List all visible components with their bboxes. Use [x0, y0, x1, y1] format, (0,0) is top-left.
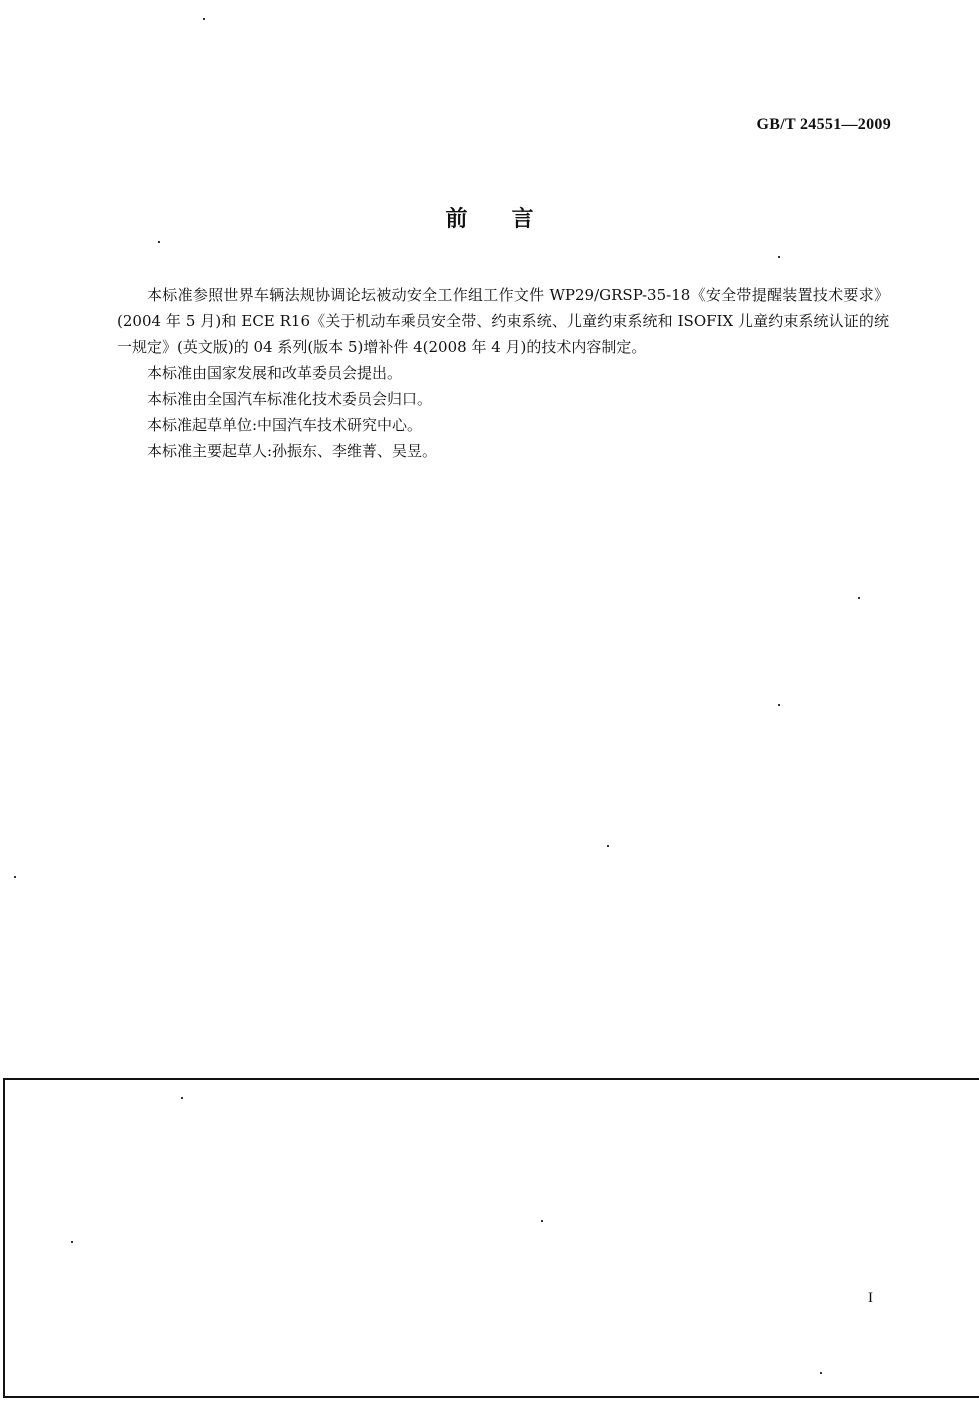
paragraph-reference-standards: 本标准参照世界车辆法规协调论坛被动安全工作组工作文件 WP29/GRSP-35-18《安全带提醒装置技术要求》(2004 年 5 月)和 ECE R16《关于机动车乘员安全带、约束系统、儿童约束系统和 ISOFIX 儿童约束系统认证的统一规定》(英文版)的 04 系列(版本 5)增补件 4(2008 年 4 月)的技术内容制定。 — [117, 286, 889, 356]
scan-speck — [158, 241, 160, 243]
paragraph-drafters: 本标准主要起草人:孙振东、李维菁、吴昱。 — [147, 442, 438, 460]
scan-speck — [820, 1372, 822, 1374]
scan-speck — [858, 597, 860, 599]
scan-speck — [778, 256, 780, 258]
standard-number: GB/T 24551—2009 — [756, 116, 891, 133]
scan-speck — [181, 1097, 183, 1099]
scan-speck — [14, 876, 16, 878]
scan-speck — [607, 845, 609, 847]
paragraph-drafting-unit: 本标准起草单位:中国汽车技术研究中心。 — [147, 416, 423, 434]
scan-speck — [203, 18, 205, 20]
page-number: I — [868, 1290, 873, 1306]
foreword-body — [117, 282, 889, 464]
scan-speck — [541, 1220, 543, 1222]
paragraph-proposer: 本标准由国家发展和改革委员会提出。 — [147, 364, 403, 382]
paragraph-administrator: 本标准由全国汽车标准化技术委员会归口。 — [147, 390, 433, 408]
page-title: 前言 — [445, 207, 578, 232]
page-frame — [3, 1078, 979, 1398]
scan-speck — [778, 704, 780, 706]
scan-speck — [71, 1241, 73, 1243]
